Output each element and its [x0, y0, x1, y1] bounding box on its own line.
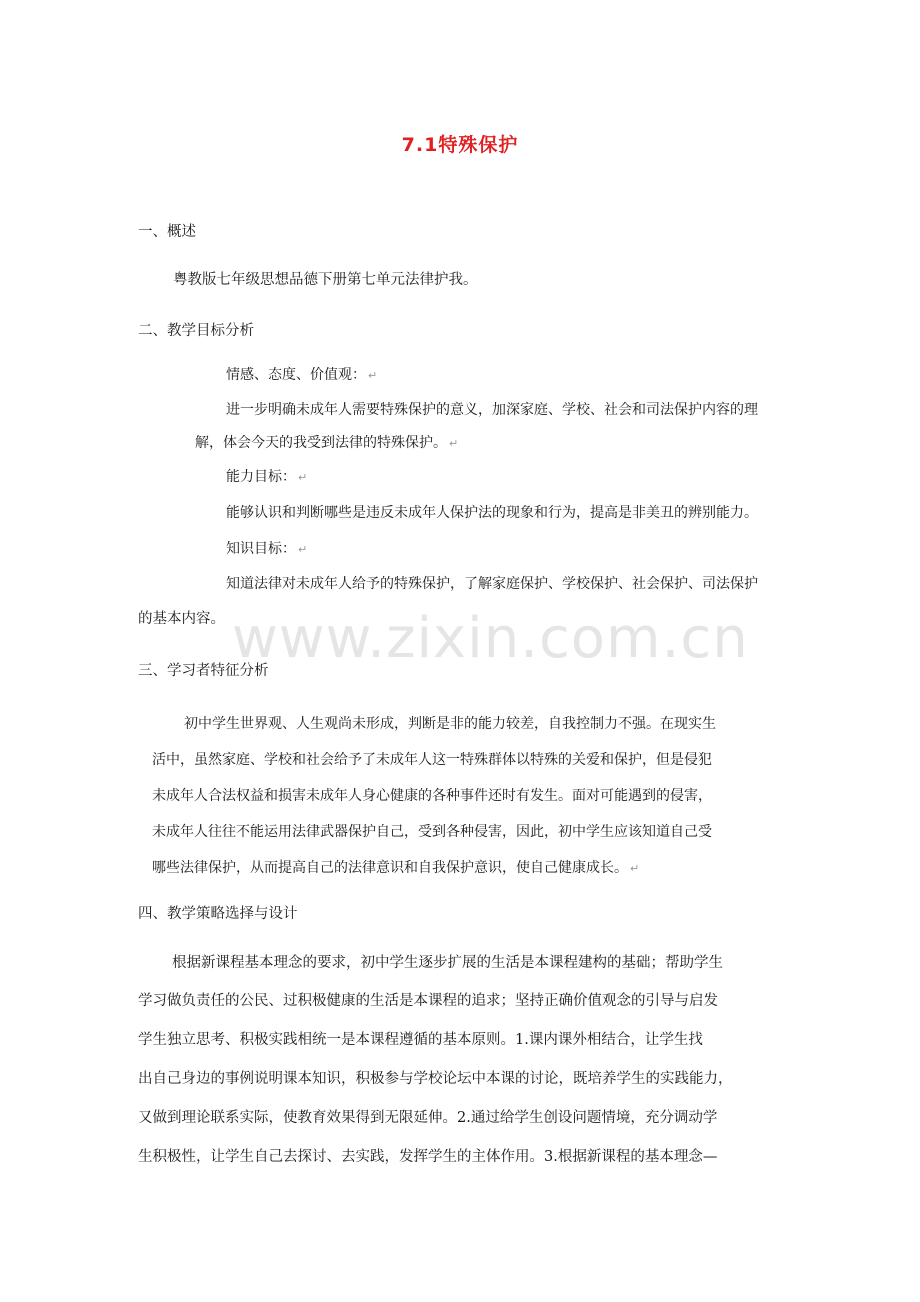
goals-line: 解，体会今天的我受到法律的特殊保护。 ↵ [195, 435, 459, 451]
learners-line: 初中学生世界观、人生观尚未形成，判断是非的能力较差，自我控制力不强。在现实生 [184, 716, 716, 732]
watermark: www.zixin.com.cn [232, 606, 749, 671]
section-heading-strategy: 四、教学策略选择与设计 [138, 906, 298, 922]
strategy-line: 学习做负责任的公民、过积极健康的生活是本课程的追求；坚持正确价值观念的引导与启发 [138, 993, 718, 1009]
strategy-line: 根据新课程基本理念的要求，初中学生逐步扩展的生活是本课程建构的基础；帮助学生 [172, 955, 723, 971]
strategy-line: 出自己身边的事例说明课本知识，积极参与学校论坛中本课的讨论，既培养学生的实践能力， [138, 1071, 733, 1087]
goals-line: 知识目标： ↵ [226, 541, 308, 557]
paragraph-mark-icon: ↵ [630, 862, 640, 875]
section-heading-learners: 三、学习者特征分析 [138, 663, 269, 679]
paragraph-mark-icon: ↵ [298, 471, 308, 484]
goals-line: 的基本内容。 [138, 611, 225, 627]
goals-line: 能力目标： ↵ [226, 469, 308, 485]
learners-line: 活中，虽然家庭、学校和社会给予了未成年人这一特殊群体以特殊的关爱和保护，但是侵犯 [152, 752, 712, 768]
strategy-line: 又做到理论联系实际，使教育效果得到无限延伸。2.通过给学生创设问题情境，充分调动学 [138, 1110, 718, 1126]
goals-line: 进一步明确未成年人需要特殊保护的意义，加深家庭、学校、社会和司法保护内容的理 [226, 402, 758, 418]
goals-line: 能够认识和判断哪些是违反未成年人保护法的现象和行为，提高是非美丑的辨别能力。 [226, 505, 758, 521]
overview-text: 粤教版七年级思想品德下册第七单元法律护我。 [173, 272, 478, 288]
learners-line: 未成年人往往不能运用法律武器保护自己，受到各种侵害，因此，初中学生应该知道自己受 [152, 824, 712, 840]
document-title: 7.1特殊保护 [401, 134, 519, 156]
paragraph-mark-icon: ↵ [449, 437, 459, 450]
paragraph-mark-icon: ↵ [298, 543, 308, 556]
section-heading-goals: 二、教学目标分析 [138, 323, 254, 339]
learners-line: 未成年人合法权益和损害未成年人身心健康的各种事件还时有发生。面对可能遇到的侵害， [152, 788, 712, 804]
paragraph-mark-icon: ↵ [368, 369, 378, 382]
section-heading-overview: 一、概述 [138, 224, 196, 240]
strategy-line: 生积极性，让学生自己去探讨、去实践，发挥学生的主体作用。3.根据新课程的基本理念— [138, 1149, 718, 1165]
goals-line: 情感、态度、价值观： ↵ [226, 367, 378, 383]
strategy-line: 学生独立思考、积极实践相统一是本课程遵循的基本原则。1.课内课外相结合，让学生找 [138, 1032, 703, 1048]
goals-line: 知道法律对未成年人给予的特殊保护，了解家庭保护、学校保护、社会保护、司法保护 [226, 576, 758, 592]
learners-line: 哪些法律保护，从而提高自己的法律意识和自我保护意识，使自己健康成长。 ↵ [152, 860, 640, 876]
